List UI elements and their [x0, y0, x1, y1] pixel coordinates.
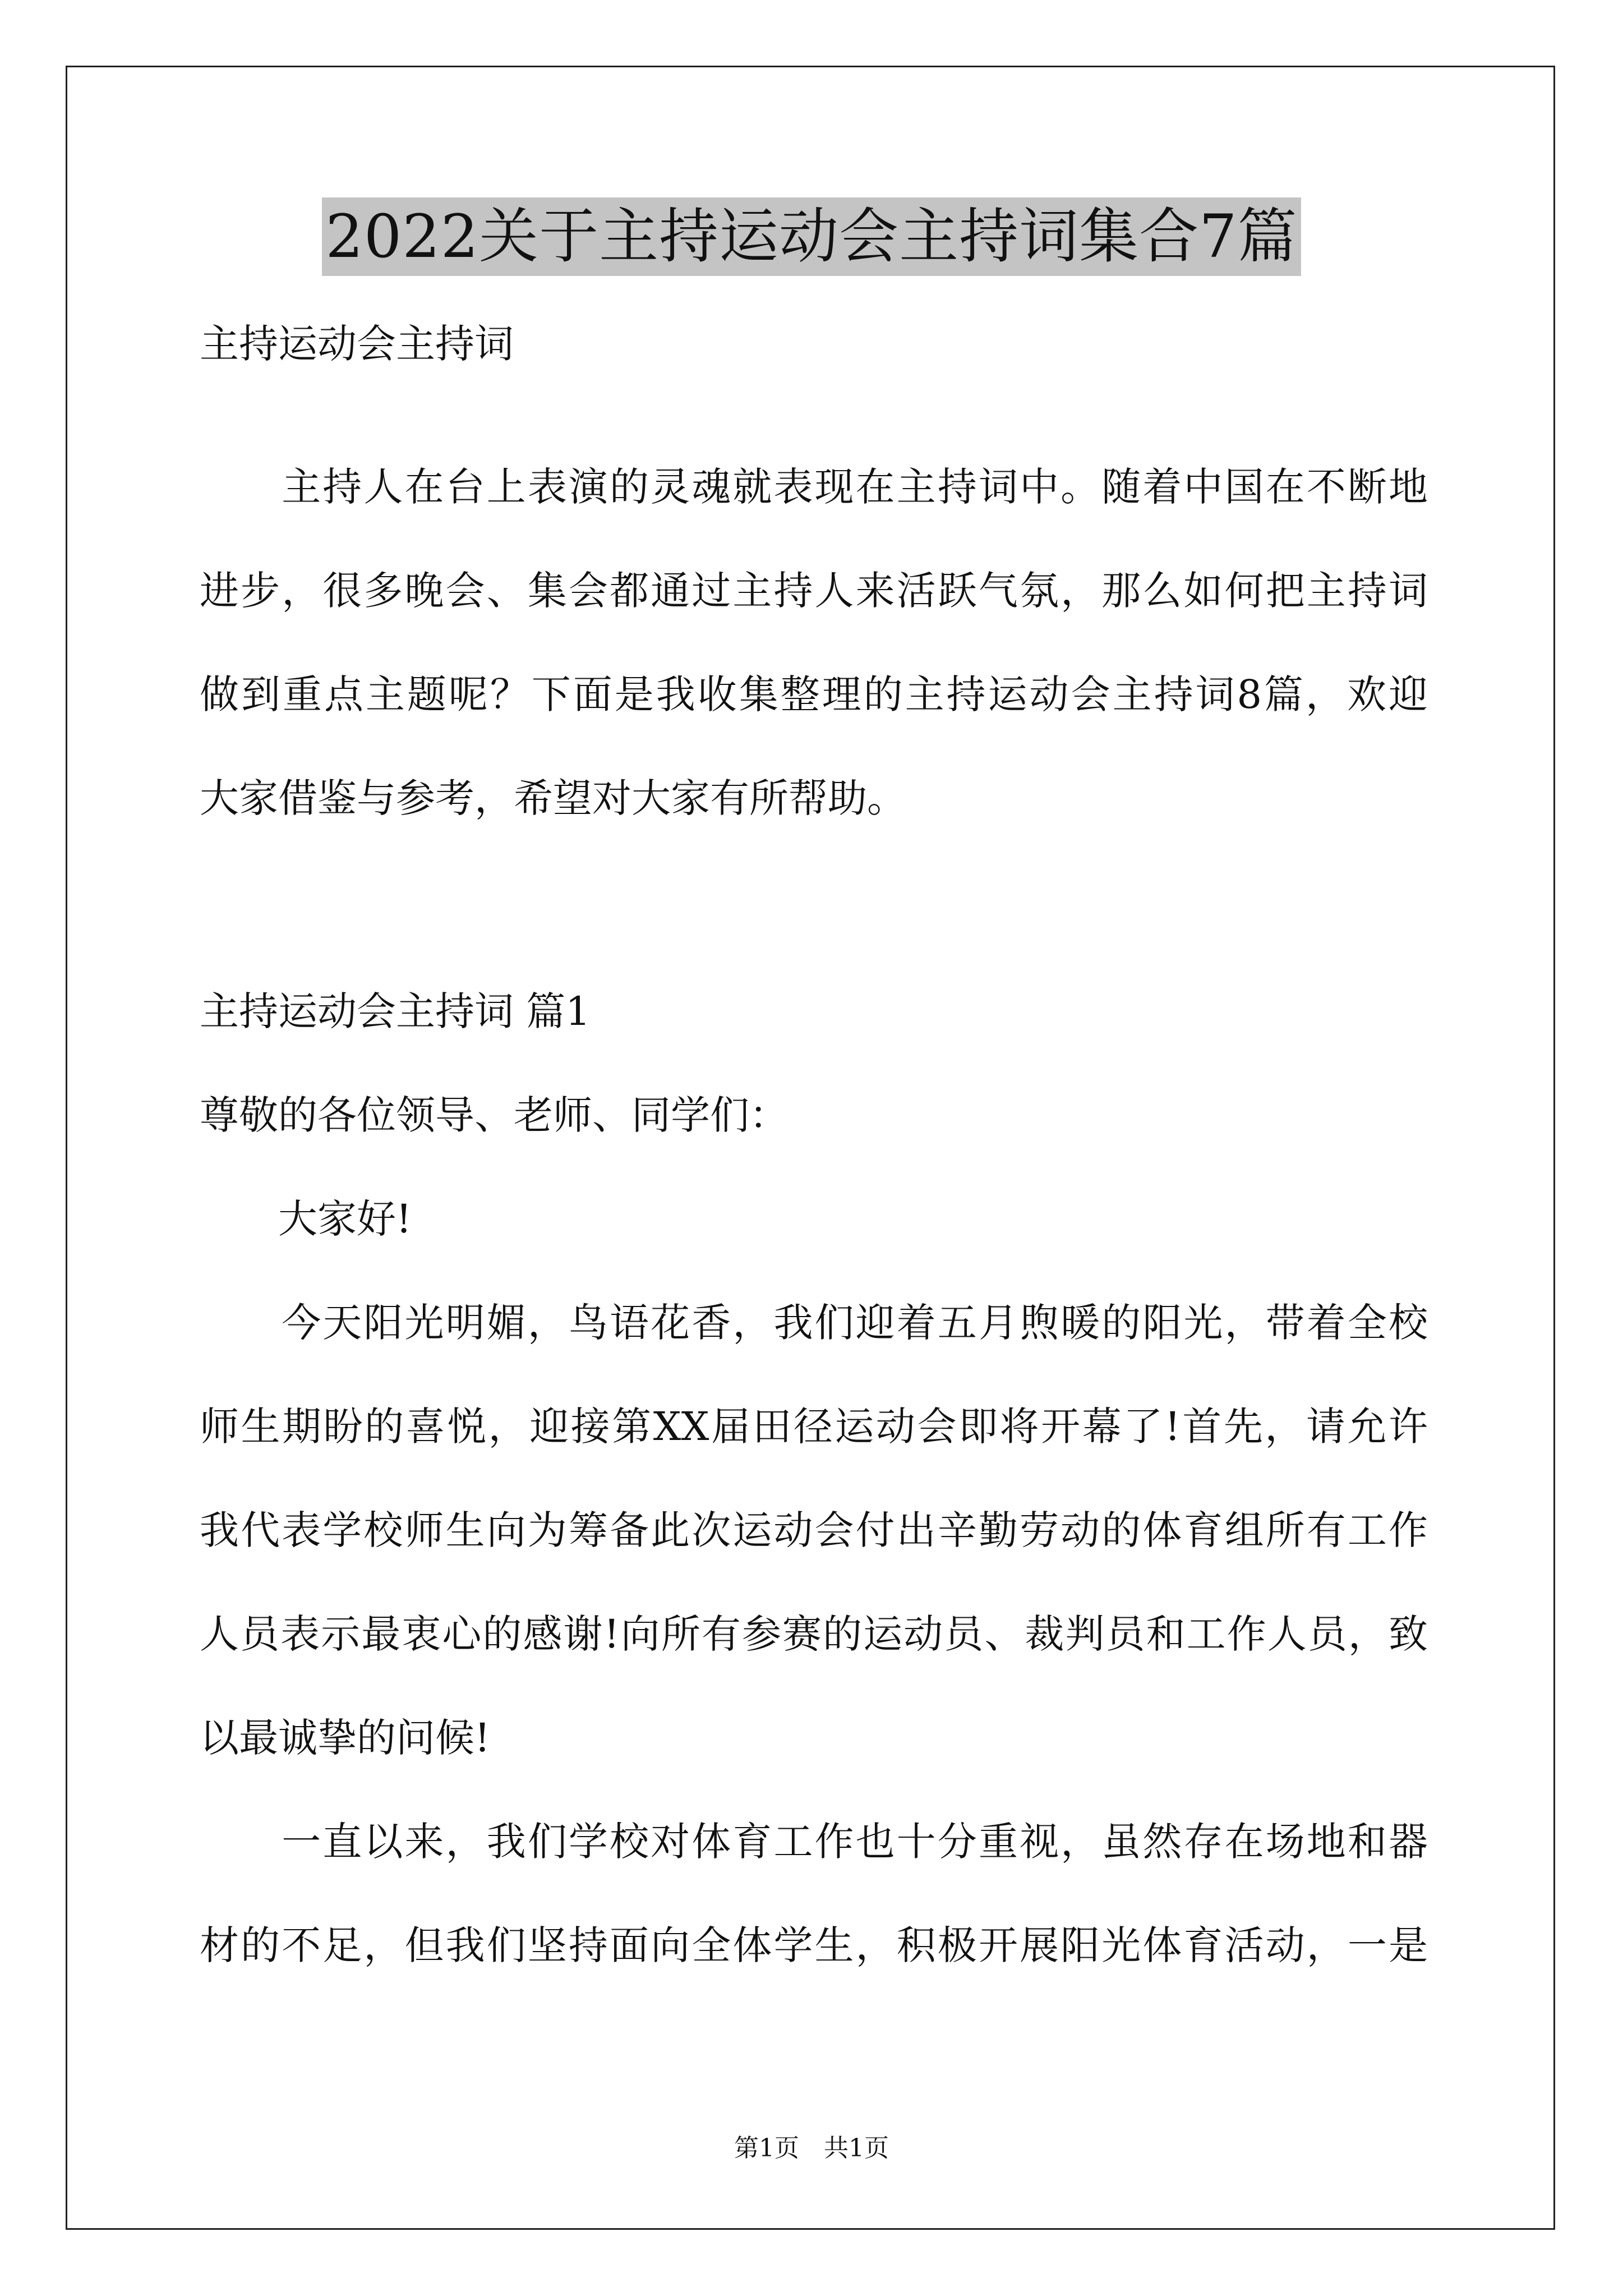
body-line: 今天阳光明媚，鸟语花香，我们迎着五月煦暖的阳光，带着全校 [200, 1300, 1428, 1346]
body-line: 以最诚挚的问候! [200, 1715, 491, 1761]
intro-line: 大家借鉴与参考，希望对大家有所帮助。 [200, 775, 906, 821]
greeting: 大家好! [200, 1196, 412, 1242]
body-line: 师生期盼的喜悦，迎接第XX届田径运动会即将开幕了!首先，请允许 [200, 1404, 1428, 1450]
intro-line: 进步，很多晚会、集会都通过主持人来活跃气氛，那么如何把主持词 [200, 568, 1428, 614]
page-number: 第1页 [734, 2134, 799, 2162]
intro-line: 主持人在台上表演的灵魂就表现在主持词中。随着中国在不断地 [200, 464, 1428, 510]
body-line: 人员表示最衷心的感谢!向所有参赛的运动员、裁判员和工作人员，致 [200, 1611, 1428, 1657]
chapter-heading: 主持运动会主持词 篇1 [200, 988, 591, 1034]
body-line: 材的不足，但我们坚持面向全体学生，积极开展阳光体育活动，一是 [200, 1922, 1428, 1968]
intro-line: 做到重点主题呢？下面是我收集整理的主持运动会主持词8篇，欢迎 [200, 671, 1428, 717]
body-line: 我代表学校师生向为筹备此次运动会付出辛勤劳动的体育组所有工作 [200, 1507, 1428, 1553]
document-title: 2022关于主持运动会主持词集合7篇 [322, 197, 1301, 276]
page-total: 共1页 [824, 2134, 889, 2162]
section-heading: 主持运动会主持词 [200, 321, 514, 367]
body-line: 一直以来，我们学校对体育工作也十分重视，虽然存在场地和器 [200, 1819, 1428, 1865]
page-border [66, 66, 1555, 2230]
salutation: 尊敬的各位领导、老师、同学们： [200, 1092, 789, 1138]
page-footer [0, 2132, 1623, 2165]
title-block [0, 197, 1623, 276]
